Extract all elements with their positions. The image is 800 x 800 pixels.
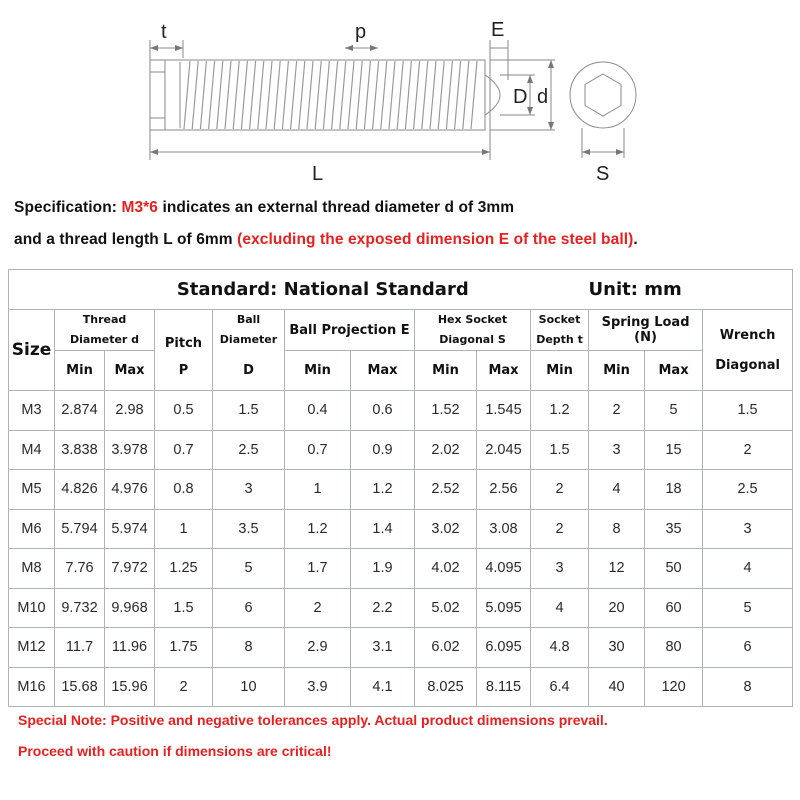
value-cell: 2.02: [415, 430, 477, 470]
table-row: [9, 391, 793, 431]
value-cell: 120: [645, 667, 703, 707]
value-cell: 2.2: [351, 588, 415, 628]
header-hex-min: Min: [415, 351, 477, 391]
value-cell: 3: [213, 470, 285, 510]
header-socket-min: Min: [531, 351, 589, 391]
size-cell: M16: [9, 667, 55, 707]
value-cell: 3.978: [105, 430, 155, 470]
spec-line-2: [14, 231, 638, 249]
label-D: D: [513, 86, 528, 108]
value-cell: 3: [589, 430, 645, 470]
value-cell: 1.52: [415, 391, 477, 431]
header-thread-bottom: Diameter d: [69, 333, 140, 346]
value-cell: 2.874: [55, 391, 105, 431]
screw-drawing: [0, 0, 800, 190]
size-cell: M4: [9, 430, 55, 470]
size-cell: M8: [9, 549, 55, 589]
value-cell: 80: [645, 628, 703, 668]
value-cell: 4.826: [55, 470, 105, 510]
value-cell: 6: [703, 628, 793, 668]
table-row: [9, 509, 793, 549]
value-cell: 1.2: [531, 391, 589, 431]
value-cell: 3.02: [415, 509, 477, 549]
header-hex: [415, 310, 531, 351]
value-cell: 12: [589, 549, 645, 589]
spec-line2-exclusion: (excluding the exposed dimension E of the steel ball): [237, 231, 634, 248]
spec-line-1: [14, 199, 514, 217]
value-cell: 2: [589, 391, 645, 431]
hex-socket-shape: [585, 74, 621, 116]
header-wrench-top: Wrench: [719, 327, 776, 343]
header-hex-bottom: Diagonal S: [439, 333, 506, 346]
value-cell: 1.5: [155, 588, 213, 628]
spec-line2-prefix: and a thread length L of 6mm: [14, 231, 238, 248]
value-cell: 15.68: [55, 667, 105, 707]
value-cell: 3.5: [213, 509, 285, 549]
value-cell: 1.2: [285, 509, 351, 549]
value-cell: 4: [703, 549, 793, 589]
value-cell: 4.095: [477, 549, 531, 589]
value-cell: 0.5: [155, 391, 213, 431]
value-cell: 40: [589, 667, 645, 707]
value-cell: 1.5: [531, 430, 589, 470]
value-cell: 3.838: [55, 430, 105, 470]
value-cell: 0.7: [155, 430, 213, 470]
table-body: [9, 391, 793, 707]
size-cell: M6: [9, 509, 55, 549]
value-cell: 11.96: [105, 628, 155, 668]
header-hex-top: Hex Socket: [437, 313, 508, 326]
value-cell: 2.5: [703, 470, 793, 510]
header-thread: [55, 310, 155, 351]
value-cell: 10: [213, 667, 285, 707]
header-projection: Ball Projection E: [285, 310, 415, 351]
spec-suffix: indicates an external thread diameter d of 3mm: [158, 199, 515, 216]
header-socket-top: Socket: [538, 313, 581, 326]
value-cell: 1.7: [285, 549, 351, 589]
value-cell: 6.02: [415, 628, 477, 668]
value-cell: 3.9: [285, 667, 351, 707]
label-d: d: [537, 86, 549, 108]
value-cell: 1.25: [155, 549, 213, 589]
steel-ball: [485, 75, 500, 115]
header-pitch-top: Pitch: [155, 310, 213, 351]
value-cell: 6.095: [477, 628, 531, 668]
value-cell: 30: [589, 628, 645, 668]
spec-prefix: Specification:: [14, 199, 122, 216]
header-ball: [213, 310, 285, 351]
header-spring: Spring Load (N): [589, 310, 703, 351]
header-pitch-bottom: P: [155, 351, 213, 391]
value-cell: 5.794: [55, 509, 105, 549]
value-cell: 8.025: [415, 667, 477, 707]
value-cell: 5.095: [477, 588, 531, 628]
value-cell: 60: [645, 588, 703, 628]
value-cell: 20: [589, 588, 645, 628]
size-cell: M3: [9, 391, 55, 431]
value-cell: 4: [589, 470, 645, 510]
value-cell: 1.545: [477, 391, 531, 431]
value-cell: 1.4: [351, 509, 415, 549]
table-title: Standard: National Standard: [9, 270, 589, 310]
end-view-circle: [570, 62, 636, 128]
header-spring-min: Min: [589, 351, 645, 391]
header-ball-bottom: D: [213, 351, 285, 391]
value-cell: 4.1: [351, 667, 415, 707]
value-cell: 0.6: [351, 391, 415, 431]
value-cell: 35: [645, 509, 703, 549]
value-cell: 3: [703, 509, 793, 549]
value-cell: 4: [531, 588, 589, 628]
header-thread-max: Max: [105, 351, 155, 391]
value-cell: 3.08: [477, 509, 531, 549]
table-row: [9, 549, 793, 589]
table-row: [9, 588, 793, 628]
size-cell: M10: [9, 588, 55, 628]
table-row: [9, 430, 793, 470]
value-cell: 4.02: [415, 549, 477, 589]
value-cell: 2.045: [477, 430, 531, 470]
value-cell: 2.5: [213, 430, 285, 470]
header-socket-bottom: Depth t: [536, 333, 583, 346]
value-cell: 1.2: [351, 470, 415, 510]
value-cell: 6: [213, 588, 285, 628]
header-size: Size: [9, 310, 55, 391]
header-spring-max: Max: [645, 351, 703, 391]
value-cell: 0.8: [155, 470, 213, 510]
value-cell: 3: [531, 549, 589, 589]
size-cell: M5: [9, 470, 55, 510]
spec-line2-end: .: [633, 231, 638, 248]
value-cell: 2.56: [477, 470, 531, 510]
value-cell: 8: [703, 667, 793, 707]
value-cell: 5: [213, 549, 285, 589]
header-ball-mid: Diameter: [219, 333, 278, 347]
value-cell: 1.9: [351, 549, 415, 589]
value-cell: 1: [155, 509, 213, 549]
spec-code: M3*6: [121, 199, 159, 216]
table-row: [9, 628, 793, 668]
value-cell: 0.9: [351, 430, 415, 470]
value-cell: 2.52: [415, 470, 477, 510]
value-cell: 1.5: [703, 391, 793, 431]
value-cell: 9.968: [105, 588, 155, 628]
value-cell: 5.974: [105, 509, 155, 549]
value-cell: 1.75: [155, 628, 213, 668]
value-cell: 11.7: [55, 628, 105, 668]
value-cell: 6.4: [531, 667, 589, 707]
value-cell: 8: [589, 509, 645, 549]
header-thread-top: Thread: [82, 313, 127, 326]
value-cell: 7.972: [105, 549, 155, 589]
value-cell: 0.4: [285, 391, 351, 431]
value-cell: 4.976: [105, 470, 155, 510]
value-cell: 8: [213, 628, 285, 668]
header-thread-min: Min: [55, 351, 105, 391]
value-cell: 1: [285, 470, 351, 510]
value-cell: 8.115: [477, 667, 531, 707]
size-cell: M12: [9, 628, 55, 668]
value-cell: 2: [531, 470, 589, 510]
table-row: [9, 667, 793, 707]
value-cell: 5: [703, 588, 793, 628]
value-cell: 2.98: [105, 391, 155, 431]
value-cell: 5: [645, 391, 703, 431]
spec-table: [8, 269, 793, 707]
value-cell: 7.76: [55, 549, 105, 589]
value-cell: 2: [155, 667, 213, 707]
value-cell: 2.9: [285, 628, 351, 668]
header-socket: [531, 310, 589, 351]
value-cell: 2: [531, 509, 589, 549]
header-projection-max: Max: [351, 351, 415, 391]
value-cell: 15.96: [105, 667, 155, 707]
value-cell: 3.1: [351, 628, 415, 668]
table-row: [9, 470, 793, 510]
value-cell: 15: [645, 430, 703, 470]
header-hex-max: Max: [477, 351, 531, 391]
special-note: Special Note: Positive and negative tolerances apply. Actual product dimensions prevail.: [18, 712, 608, 728]
value-cell: 4.8: [531, 628, 589, 668]
value-cell: 2: [703, 430, 793, 470]
value-cell: 9.732: [55, 588, 105, 628]
label-p: p: [355, 21, 367, 43]
value-cell: 5.02: [415, 588, 477, 628]
label-S: S: [596, 163, 610, 185]
value-cell: 18: [645, 470, 703, 510]
header-projection-min: Min: [285, 351, 351, 391]
label-E: E: [491, 19, 505, 41]
value-cell: 0.7: [285, 430, 351, 470]
header-ball-top: Ball: [236, 313, 261, 327]
header-wrench-bottom: Diagonal: [715, 357, 780, 373]
caution-note: Proceed with caution if dimensions are critical!: [18, 743, 332, 759]
label-L: L: [312, 163, 324, 185]
label-t: t: [161, 21, 167, 43]
value-cell: 2: [285, 588, 351, 628]
header-wrench: [703, 310, 793, 391]
value-cell: 1.5: [213, 391, 285, 431]
value-cell: 50: [645, 549, 703, 589]
table-unit: Unit: mm: [589, 270, 793, 310]
